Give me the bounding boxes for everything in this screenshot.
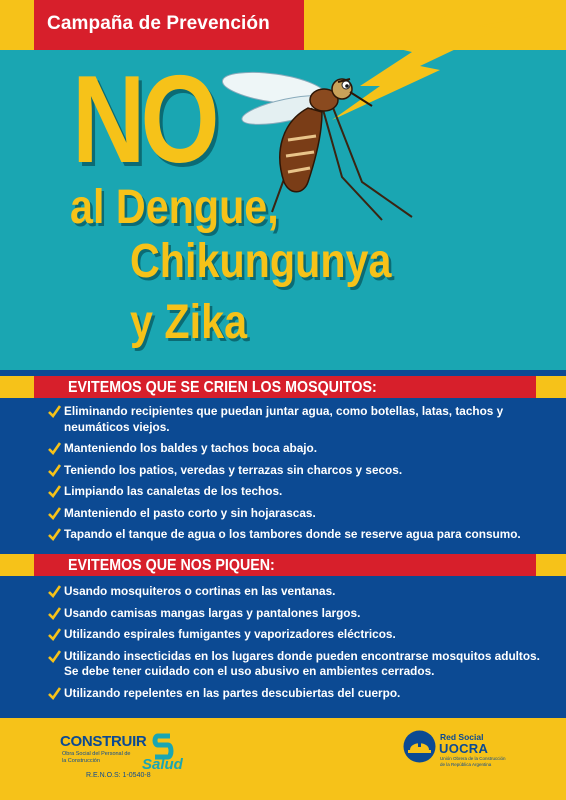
uocra-helmet-icon: [403, 730, 436, 763]
list-item: [48, 527, 548, 543]
checkmark-icon: [48, 442, 61, 455]
footer: [0, 718, 566, 800]
section-title-breeding: EVITEMOS QUE SE CRIEN LOS MOSQUITOS:: [68, 379, 377, 396]
list-item: [48, 627, 548, 643]
headline-line-3: y Zika: [130, 296, 248, 349]
list-item: [48, 441, 548, 457]
list-item: [48, 686, 548, 702]
list-item-text: Utilizando insecticidas en los lugares donde pueden encontrarse mosquitos adultos. Se debe tener cuidado con el uso abusivo en ambientes cerrados.: [64, 648, 540, 678]
breeding-tips-list: [48, 404, 548, 549]
list-item-text: Manteniendo el pasto corto y sin hojarascas.: [64, 505, 316, 520]
campaign-label: Campaña de Prevención: [34, 0, 304, 50]
checkmark-icon: [48, 687, 61, 700]
list-item: [48, 506, 548, 522]
headline-line-1: al Dengue,: [70, 181, 279, 234]
list-item-text: Utilizando repelentes en las partes descubiertas del cuerpo.: [64, 685, 401, 700]
bite-prevention-list: [48, 584, 548, 707]
list-item-text: Limpiando las canaletas de los techos.: [64, 484, 283, 498]
list-item-text: Eliminando recipientes que puedan juntar agua, como botellas, latas, tachos y neumáticos viejos.: [64, 404, 504, 434]
checkmark-icon: [48, 607, 61, 620]
list-item-text: Manteniendo los baldes y tachos boca abajo.: [64, 441, 318, 455]
section-header-bites: [0, 554, 566, 576]
uocra-name: UOCRA: [439, 741, 489, 756]
renos-number: R.E.N.O.S: 1-0540-8: [86, 772, 151, 779]
checkmark-icon: [48, 650, 61, 663]
checkmark-icon: [48, 405, 61, 418]
section-header-breeding: [0, 376, 566, 398]
list-item: [48, 649, 548, 680]
uocra-logo: [403, 730, 513, 770]
checkmark-icon: [48, 585, 61, 598]
list-item: [48, 584, 548, 600]
list-item-text: Usando mosquiteros o cortinas en las ventanas.: [64, 584, 336, 598]
checkmark-icon: [48, 528, 61, 541]
headline-line-2: Chikungunya: [130, 235, 392, 288]
list-item: [48, 404, 548, 435]
list-item: [48, 606, 548, 622]
list-item-text: Utilizando espirales fumigantes y vaporizadores eléctricos.: [64, 627, 396, 641]
checkmark-icon: [48, 628, 61, 641]
checkmark-icon: [48, 464, 61, 477]
checkmark-icon: [48, 507, 61, 520]
list-item-text: Tapando el tanque de agua o los tambores donde se reserve agua para consumo.: [64, 527, 521, 541]
uocra-red-social: Red Social: [440, 732, 484, 742]
section-title-bites: EVITEMOS QUE NOS PIQUEN:: [68, 557, 275, 574]
list-item-text: Usando camisas mangas largas y pantalones largos.: [64, 605, 361, 620]
headline-no: NO: [72, 51, 215, 189]
construir-salud: Salud: [142, 756, 183, 773]
uocra-subtitle: Unión Obrera de la Construcción de la República Argentina: [440, 756, 506, 767]
list-item: [48, 463, 548, 479]
construir-subtitle: Obra Social del Personal de la Construcción: [62, 751, 131, 764]
construir-brand: CONSTRUIR: [60, 733, 147, 750]
hero-banner: [0, 0, 566, 370]
list-item-text: Teniendo los patios, veredas y terrazas sin charcos y secos.: [64, 462, 403, 477]
checkmark-icon: [48, 485, 61, 498]
list-item: [48, 484, 548, 500]
